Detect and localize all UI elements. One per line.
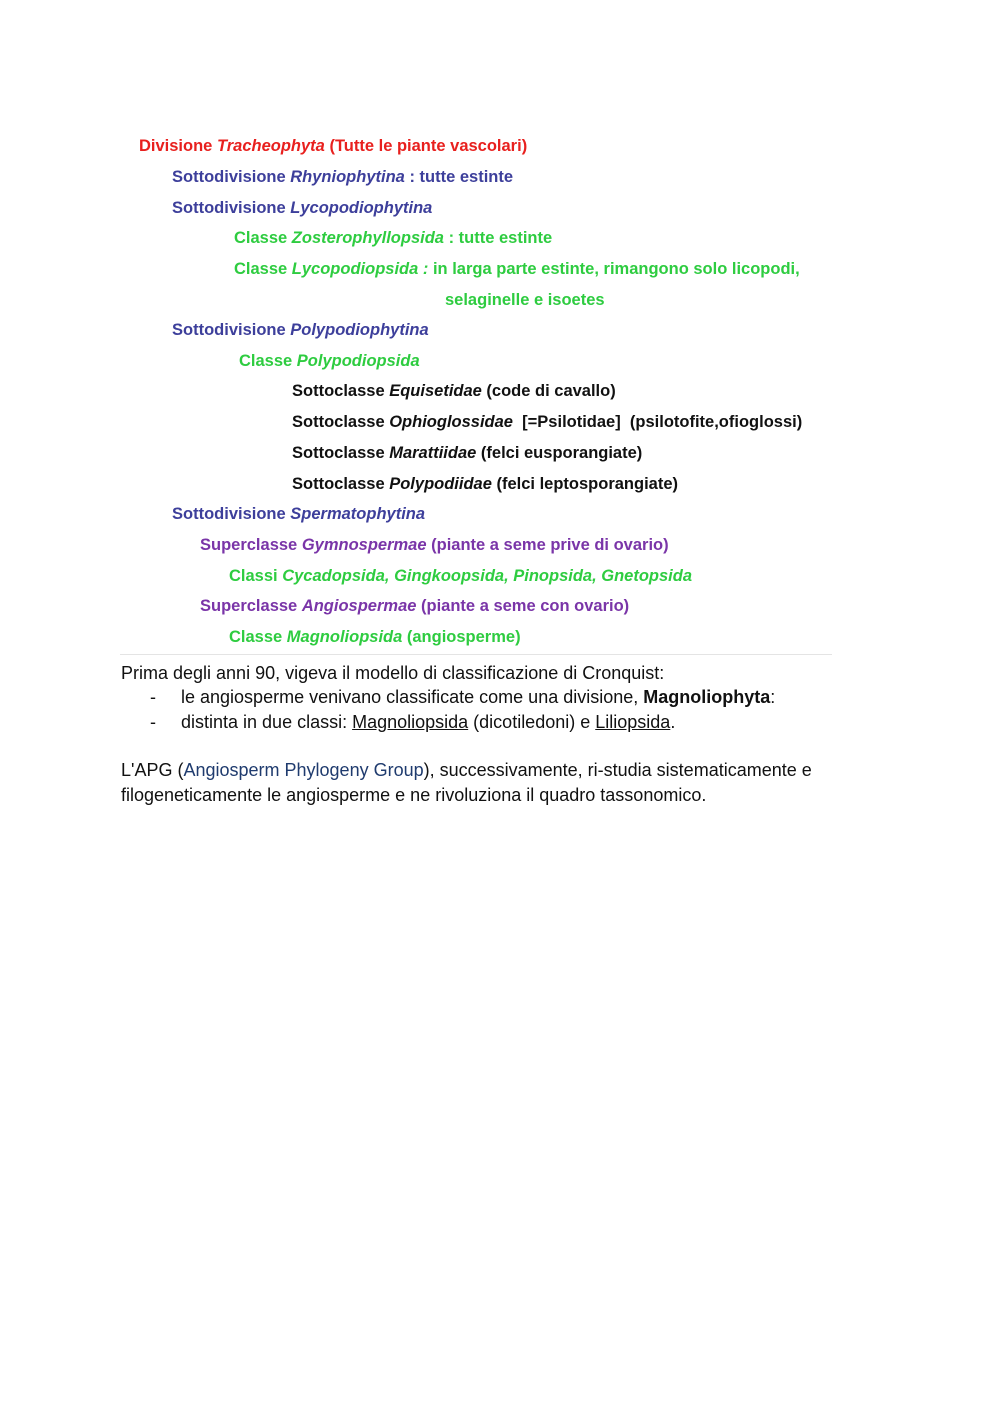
subclass-ophioglossidae: Sottoclasse Ophioglossidae [=Psilotidae] (psilotofite,ofioglossi) [292, 413, 803, 431]
bullet-text: distinta in due classi: Magnoliopsida (dicotiledoni) e Liliopsida. [181, 712, 676, 732]
magnoliopsida-term: Magnoliopsida [352, 712, 469, 732]
class-polypodiopsida: Classe Polypodiopsida [239, 352, 420, 370]
subdivision-spermatophytina: Sottodivisione Spermatophytina [172, 505, 426, 523]
subdivision-polypodiophytina: Sottodivisione Polypodiophytina [172, 321, 429, 339]
class-lycopodiopsida: Classe Lycopodiopsida : in larga parte estinte, rimangono solo licopodi, [234, 260, 800, 278]
subdivision-lycopodiophytina: Sottodivisione Lycopodiophytina [172, 199, 433, 217]
superclass-angiospermae: Superclasse Angiospermae (piante a seme con ovario) [200, 597, 630, 615]
paragraph-apg: L'APG (Angiosperm Phylogeny Group), successivamente, ri-studia sistematicamente e [121, 760, 812, 780]
class-magnoliopsida: Classe Magnoliopsida (angiosperme) [229, 628, 521, 646]
apg-link[interactable]: Angiosperm Phylogeny Group [183, 760, 424, 780]
superclass-gymnospermae: Superclasse Gymnospermae (piante a seme prive di ovario) [200, 536, 669, 554]
subdivision-rhyniophytina: Sottodivisione Rhyniophytina : tutte estinte [172, 168, 514, 186]
magnoliophyta-term: Magnoliophyta [643, 687, 771, 707]
paragraph-apg-continuation: filogeneticamente le angiosperme e ne rivoluziona il quadro tassonomico. [121, 785, 707, 805]
class-zosterophyllopsida: Classe Zosterophyllopsida : tutte estinte [234, 229, 553, 247]
subclass-equisetidae: Sottoclasse Equisetidae (code di cavallo) [292, 382, 616, 400]
bullet-dash: - [150, 712, 156, 732]
paragraph-cronquist: Prima degli anni 90, vigeva il modello di classificazione di Cronquist: [121, 663, 665, 683]
division-tracheophyta: Divisione Tracheophyta (Tutte le piante vascolari) [139, 137, 528, 155]
subclass-marattiidae: Sottoclasse Marattiidae (felci eusporangiate) [292, 444, 643, 462]
classes-gymnosperms: Classi Cycadopsida, Gingkoopsida, Pinopsida, Gnetopsida [229, 567, 693, 585]
bullet-dash: - [150, 687, 156, 707]
class-lycopodiopsida-continuation: selaginelle e isoetes [445, 291, 605, 309]
subclass-polypodiidae: Sottoclasse Polypodiidae (felci leptosporangiate) [292, 475, 679, 493]
liliopsida-term: Liliopsida [595, 712, 671, 732]
divider [120, 654, 832, 655]
bullet-text: le angiosperme venivano classificate come una divisione, Magnoliophyta: [181, 687, 776, 707]
